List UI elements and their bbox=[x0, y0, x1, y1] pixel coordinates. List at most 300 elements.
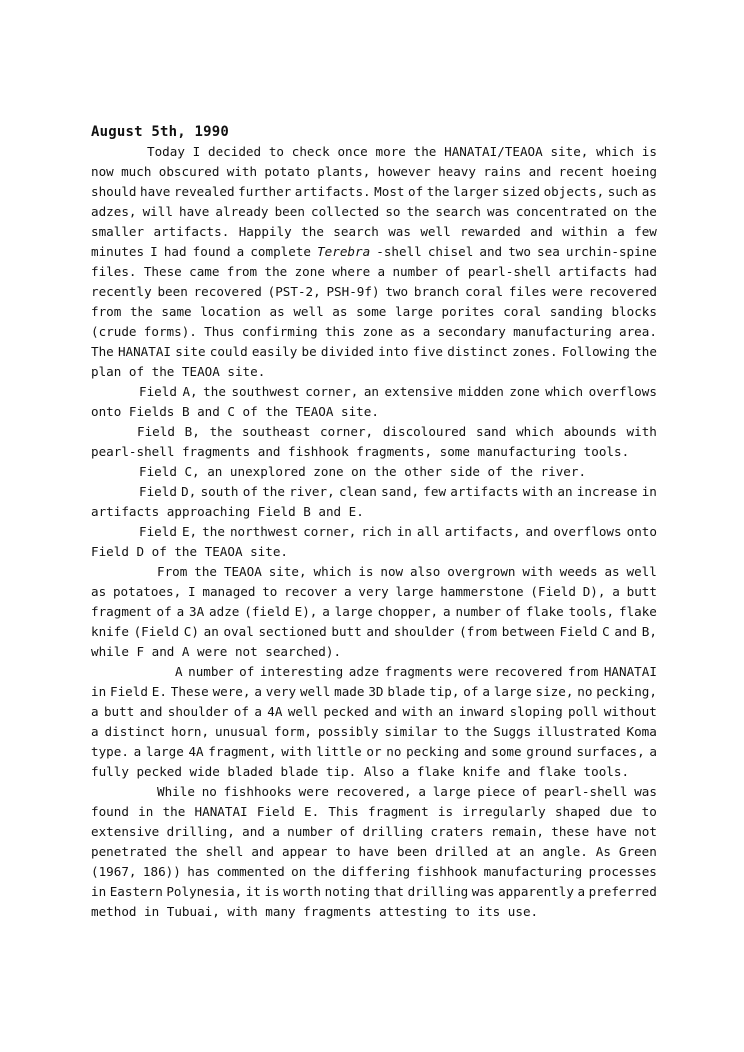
word: with bbox=[402, 704, 433, 719]
word: potatoes, bbox=[112, 584, 182, 599]
word: E. bbox=[151, 684, 167, 699]
word: flake bbox=[525, 604, 564, 619]
word: Field bbox=[256, 804, 295, 819]
word: as bbox=[269, 304, 285, 319]
word: unexplored bbox=[229, 464, 306, 479]
word: the bbox=[312, 864, 336, 879]
word: which bbox=[516, 424, 554, 439]
word: chisel bbox=[427, 244, 474, 259]
word: the bbox=[406, 204, 430, 219]
word: of bbox=[522, 784, 538, 799]
paragraph-adze-fragments bbox=[91, 662, 657, 782]
word: to bbox=[268, 144, 285, 159]
word: HANATAI/TEAOA bbox=[444, 144, 543, 159]
word: number bbox=[392, 264, 438, 279]
word: from bbox=[226, 264, 258, 279]
word: due bbox=[609, 804, 633, 819]
word: smaller bbox=[91, 224, 145, 239]
word: an bbox=[207, 464, 223, 479]
word: HANATAI bbox=[117, 344, 172, 359]
word: fishhook bbox=[288, 444, 349, 459]
word: sand bbox=[475, 424, 507, 439]
word: corner, bbox=[305, 384, 359, 399]
word: fragments bbox=[384, 664, 453, 679]
word: artifacts. bbox=[294, 184, 371, 199]
word: (Field bbox=[530, 584, 576, 599]
word: rich bbox=[361, 524, 392, 539]
word: Field bbox=[559, 624, 598, 639]
word: a bbox=[176, 604, 185, 619]
word: an bbox=[557, 484, 573, 499]
word: butt bbox=[331, 624, 362, 639]
word: Following bbox=[561, 344, 631, 359]
text-line bbox=[91, 722, 657, 742]
word: the bbox=[162, 804, 186, 819]
word: as bbox=[641, 184, 657, 199]
word: zone bbox=[313, 464, 344, 479]
word: to bbox=[262, 584, 278, 599]
word: the bbox=[510, 464, 534, 479]
word: pearl-shell bbox=[91, 444, 175, 459]
word: B bbox=[303, 504, 311, 519]
word: the bbox=[373, 464, 397, 479]
text-line bbox=[91, 642, 657, 662]
word: with bbox=[227, 904, 258, 919]
word: as bbox=[91, 584, 107, 599]
word: site. bbox=[227, 364, 266, 379]
word: a bbox=[442, 604, 451, 619]
word: the bbox=[634, 204, 657, 219]
word: it bbox=[245, 884, 261, 899]
word: knife bbox=[91, 624, 129, 639]
word: and bbox=[318, 504, 342, 519]
text-line bbox=[91, 822, 657, 842]
word: These bbox=[143, 264, 182, 279]
word: very bbox=[358, 584, 389, 599]
word: F bbox=[136, 644, 145, 659]
word: 4A bbox=[188, 744, 204, 759]
word: which bbox=[596, 144, 635, 159]
word: a bbox=[344, 584, 352, 599]
word: from bbox=[567, 664, 599, 679]
word: site bbox=[175, 344, 206, 359]
word: now bbox=[380, 564, 404, 579]
word: some bbox=[491, 744, 522, 759]
word: of bbox=[233, 704, 249, 719]
word: already bbox=[215, 204, 269, 219]
word: fragment, bbox=[208, 744, 277, 759]
word: in bbox=[91, 884, 107, 899]
word: manufacturing bbox=[477, 444, 577, 459]
word: and bbox=[197, 404, 220, 419]
word: B, bbox=[184, 424, 200, 439]
word: 186)) bbox=[142, 864, 181, 879]
word: recover bbox=[284, 584, 338, 599]
word: Eastern bbox=[109, 884, 163, 899]
word: check bbox=[291, 144, 330, 159]
word: recovered bbox=[494, 664, 563, 679]
word: number bbox=[188, 664, 234, 679]
word: have bbox=[179, 204, 210, 219]
text-line bbox=[91, 422, 657, 442]
text-line bbox=[91, 302, 657, 322]
word: Terebra bbox=[317, 244, 371, 259]
word: was bbox=[634, 784, 657, 799]
word: have bbox=[358, 844, 389, 859]
word: attesting bbox=[378, 904, 448, 919]
word: drilling bbox=[362, 824, 424, 839]
word: the bbox=[464, 724, 488, 739]
word: that bbox=[373, 884, 405, 899]
word: TEAOA bbox=[204, 544, 243, 559]
text-line bbox=[91, 442, 657, 462]
word: (1967, bbox=[91, 864, 137, 879]
word: sized bbox=[502, 184, 541, 199]
word: number bbox=[287, 824, 333, 839]
word: plants, bbox=[317, 164, 371, 179]
text-line bbox=[91, 142, 657, 162]
word: few bbox=[423, 484, 447, 499]
word: and bbox=[374, 704, 398, 719]
word: in bbox=[138, 804, 154, 819]
paragraph-pearl-shell bbox=[91, 782, 657, 922]
word: From bbox=[157, 564, 188, 579]
word: distinct bbox=[447, 344, 508, 359]
word: Field bbox=[137, 424, 175, 439]
word: were bbox=[458, 664, 489, 679]
word: large bbox=[395, 584, 434, 599]
word: some bbox=[356, 304, 387, 319]
word: came bbox=[189, 264, 220, 279]
word: (from bbox=[459, 624, 498, 639]
word: PSH-9f) bbox=[326, 284, 380, 299]
word: at bbox=[496, 844, 512, 859]
word: plan bbox=[91, 364, 122, 379]
word: fragments bbox=[181, 444, 251, 459]
word: between bbox=[501, 624, 555, 639]
word: such bbox=[607, 184, 639, 199]
word: with bbox=[226, 164, 258, 179]
word: a bbox=[377, 264, 386, 279]
word: minutes bbox=[91, 244, 145, 259]
word: site. bbox=[341, 404, 379, 419]
word: is bbox=[358, 564, 374, 579]
word: 3A bbox=[189, 604, 205, 619]
word: were bbox=[552, 284, 583, 299]
word: Tubuai, bbox=[166, 904, 220, 919]
word: possibly bbox=[317, 724, 379, 739]
word: decided bbox=[208, 144, 262, 159]
word: and bbox=[463, 744, 487, 759]
word: abounds bbox=[563, 424, 617, 439]
word: where bbox=[332, 264, 371, 279]
word: not bbox=[634, 824, 657, 839]
word: of bbox=[445, 264, 461, 279]
word: C bbox=[602, 624, 610, 639]
word: angle. bbox=[542, 844, 588, 859]
word: two bbox=[385, 284, 409, 299]
word: piece bbox=[477, 784, 516, 799]
word: hoeing bbox=[611, 164, 657, 179]
word: Happily bbox=[238, 224, 292, 239]
paragraph-field-b bbox=[91, 422, 657, 462]
word: Also bbox=[363, 764, 395, 779]
word: irregularly bbox=[462, 804, 546, 819]
word: fragments, bbox=[356, 444, 433, 459]
word: of bbox=[151, 544, 167, 559]
word: zone bbox=[294, 264, 325, 279]
word: which bbox=[313, 564, 352, 579]
word: corner, bbox=[303, 524, 357, 539]
word: Field bbox=[139, 524, 177, 539]
word: a bbox=[418, 784, 426, 799]
word: been bbox=[396, 844, 428, 859]
word: butt bbox=[626, 584, 657, 599]
word: heavy bbox=[438, 164, 476, 179]
text-line bbox=[91, 202, 657, 222]
text-line bbox=[91, 582, 657, 602]
word: and bbox=[139, 704, 163, 719]
word: the bbox=[151, 364, 175, 379]
word: fragments bbox=[303, 904, 372, 919]
word: inward bbox=[458, 704, 505, 719]
word: sanding bbox=[549, 304, 603, 319]
word: the bbox=[301, 224, 324, 239]
word: D), bbox=[582, 584, 606, 599]
word: also bbox=[410, 564, 441, 579]
word: flake bbox=[538, 764, 576, 779]
word: a bbox=[482, 684, 490, 699]
word: is bbox=[264, 884, 280, 899]
word: well bbox=[626, 564, 657, 579]
word: potato bbox=[264, 164, 310, 179]
word: some bbox=[439, 444, 470, 459]
word: shell bbox=[205, 844, 244, 859]
word: on bbox=[291, 864, 307, 879]
word: drilled bbox=[435, 844, 489, 859]
word: A, bbox=[182, 384, 198, 399]
word: flake bbox=[416, 764, 455, 779]
word: many bbox=[265, 904, 296, 919]
word: weeds bbox=[559, 564, 598, 579]
word: the bbox=[203, 384, 226, 399]
word: 3D bbox=[368, 684, 384, 699]
word: well bbox=[299, 684, 331, 699]
word: large bbox=[493, 684, 532, 699]
word: an bbox=[203, 624, 219, 639]
word: as bbox=[400, 324, 416, 339]
word: coral bbox=[465, 284, 504, 299]
word: craters bbox=[430, 824, 484, 839]
word: TEAOA bbox=[223, 564, 262, 579]
word: zone bbox=[362, 324, 393, 339]
text-line bbox=[91, 482, 657, 502]
word: have bbox=[596, 824, 627, 839]
word: a bbox=[612, 584, 620, 599]
word: -shell bbox=[376, 244, 422, 259]
word: easily bbox=[251, 344, 298, 359]
word: found bbox=[91, 804, 129, 819]
word: Most bbox=[374, 184, 405, 199]
word: tools. bbox=[583, 764, 630, 779]
word: recently bbox=[91, 284, 152, 299]
word: unusual bbox=[215, 724, 269, 739]
word: and bbox=[614, 624, 638, 639]
word: revealed bbox=[173, 184, 235, 199]
word: the bbox=[262, 484, 285, 499]
word: the bbox=[202, 524, 225, 539]
word: and bbox=[251, 844, 275, 859]
word: been bbox=[274, 204, 305, 219]
text-line bbox=[91, 862, 657, 882]
word: in bbox=[641, 484, 657, 499]
word: no bbox=[201, 784, 217, 799]
word: C) bbox=[183, 624, 199, 639]
word: files. bbox=[91, 264, 137, 279]
word: drilling, bbox=[166, 824, 235, 839]
text-line bbox=[91, 602, 657, 622]
word: Koma bbox=[626, 724, 657, 739]
word: southwest bbox=[231, 384, 300, 399]
word: the bbox=[209, 424, 233, 439]
word: C bbox=[227, 404, 235, 419]
word: no bbox=[577, 684, 593, 699]
word: had bbox=[634, 264, 657, 279]
word: zones. bbox=[512, 344, 558, 359]
word: of bbox=[339, 824, 356, 839]
word: As bbox=[595, 844, 611, 859]
date-heading: August 5th, 1990 bbox=[91, 124, 230, 140]
word: I bbox=[187, 584, 196, 599]
word: was bbox=[486, 204, 510, 219]
text-line bbox=[91, 342, 657, 362]
text-line bbox=[91, 322, 657, 342]
word: blade bbox=[280, 764, 319, 779]
word: Field bbox=[139, 384, 177, 399]
word: now bbox=[91, 164, 114, 179]
word: a bbox=[617, 224, 625, 239]
word: method bbox=[91, 904, 137, 919]
word: tools. bbox=[583, 444, 630, 459]
word: a bbox=[236, 244, 245, 259]
word: area. bbox=[619, 324, 657, 339]
text-line bbox=[91, 542, 657, 562]
word: and bbox=[525, 524, 549, 539]
word: recovered bbox=[588, 284, 657, 299]
word: horn, bbox=[171, 724, 210, 739]
word: sectioned bbox=[258, 624, 327, 639]
word: Green bbox=[618, 844, 657, 859]
word: adze bbox=[209, 604, 240, 619]
word: These bbox=[170, 684, 209, 699]
word: (crude bbox=[91, 324, 137, 339]
word: five bbox=[412, 344, 444, 359]
word: approaching bbox=[166, 504, 251, 519]
word: its bbox=[477, 904, 501, 919]
word: blocks bbox=[611, 304, 657, 319]
word: an bbox=[519, 844, 535, 859]
word: was bbox=[471, 884, 495, 899]
text-line bbox=[91, 702, 657, 722]
word: C, bbox=[184, 464, 200, 479]
word: corner, bbox=[320, 424, 374, 439]
word: collected bbox=[311, 204, 380, 219]
word: river, bbox=[289, 484, 335, 499]
word: with bbox=[522, 564, 553, 579]
word: has bbox=[187, 864, 211, 879]
word: and bbox=[151, 644, 175, 659]
paragraph-teaoa-finds bbox=[91, 562, 657, 662]
word: overflows bbox=[553, 524, 622, 539]
word: discoloured bbox=[382, 424, 467, 439]
word: from bbox=[91, 304, 122, 319]
word: size, bbox=[535, 684, 574, 699]
text-line bbox=[91, 462, 657, 482]
word: Field bbox=[257, 504, 296, 519]
word: the bbox=[264, 264, 288, 279]
paragraph-field-c bbox=[91, 462, 657, 482]
word: D bbox=[136, 544, 145, 559]
word: the bbox=[194, 564, 217, 579]
text-line bbox=[91, 262, 657, 282]
word: Today bbox=[147, 144, 185, 159]
word: little bbox=[316, 744, 362, 759]
word: Thus bbox=[204, 324, 235, 339]
text-line bbox=[91, 182, 657, 202]
word: recovered bbox=[193, 284, 262, 299]
word: sloping bbox=[509, 704, 563, 719]
word: could bbox=[209, 344, 248, 359]
word: I bbox=[192, 144, 201, 159]
word: while bbox=[91, 644, 129, 659]
word: on bbox=[612, 204, 629, 219]
word: apparently bbox=[498, 884, 574, 899]
word: found bbox=[192, 244, 231, 259]
word: as bbox=[332, 304, 348, 319]
word: files bbox=[508, 284, 547, 299]
word: illustrated bbox=[537, 724, 621, 739]
word: midden bbox=[458, 384, 504, 399]
word: hammerstone bbox=[440, 584, 524, 599]
word: two bbox=[508, 244, 531, 259]
word: side bbox=[449, 464, 480, 479]
word: noting bbox=[324, 884, 371, 899]
word: chopper, bbox=[377, 604, 439, 619]
word: Field bbox=[139, 464, 177, 479]
word: and bbox=[257, 444, 281, 459]
word: form, bbox=[274, 724, 312, 739]
word: confirming bbox=[241, 324, 318, 339]
word: adzes, bbox=[91, 204, 137, 219]
word: butt bbox=[103, 704, 135, 719]
word: within bbox=[562, 224, 608, 239]
word: pecked bbox=[136, 764, 182, 779]
word: a bbox=[91, 724, 99, 739]
word: large bbox=[432, 784, 471, 799]
word: divided bbox=[320, 344, 374, 359]
word: of bbox=[128, 364, 145, 379]
word: a bbox=[254, 704, 262, 719]
word: fully bbox=[91, 764, 129, 779]
word: extensive bbox=[91, 824, 160, 839]
word: had bbox=[163, 244, 187, 259]
word: large bbox=[395, 304, 433, 319]
word: of bbox=[242, 404, 258, 419]
word: oval bbox=[223, 624, 254, 639]
word: with bbox=[522, 484, 554, 499]
paragraph-field-d bbox=[91, 482, 657, 522]
word: knife bbox=[462, 764, 501, 779]
